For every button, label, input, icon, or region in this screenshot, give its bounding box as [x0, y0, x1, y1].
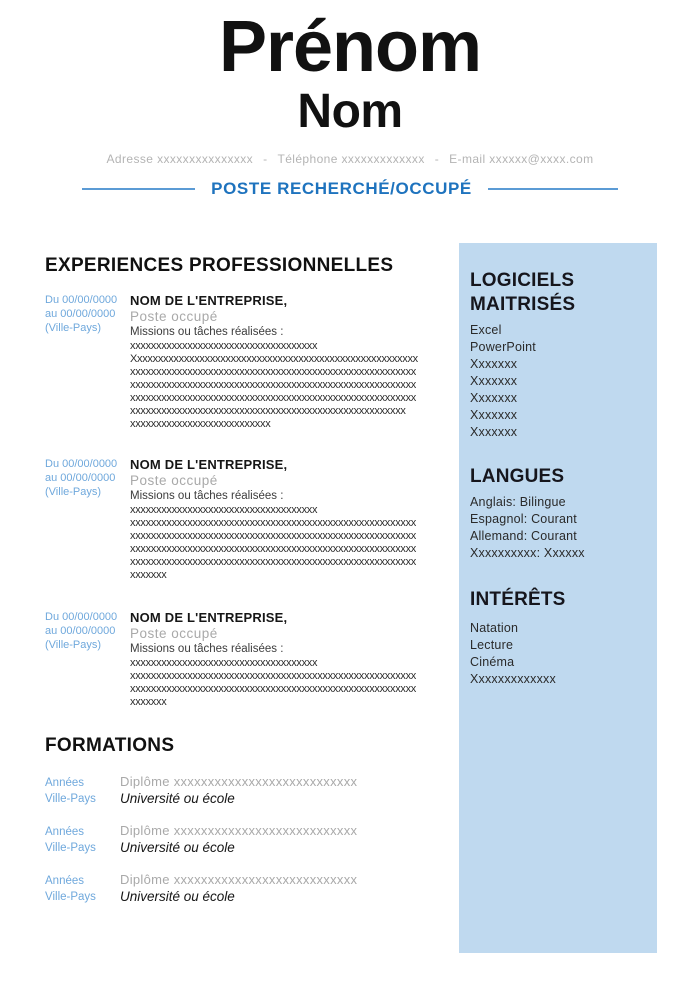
experience-dates: [45, 293, 130, 431]
software-title-line2: MAITRISÉS: [470, 294, 576, 315]
location: (Ville-Pays): [45, 639, 102, 651]
interest-item: Cinéma: [470, 655, 515, 669]
position-title: POSTE RECHERCHÉ/OCCUPÉ: [211, 178, 472, 198]
mission-line: xxxxxxxxxxxxxxxxxxxxxxxxxxxxxxxxxxxxxxxxxxxxxxxxxxxxxxx: [130, 366, 417, 378]
interest-item: Natation: [470, 621, 519, 635]
language-item: Espagnol: Courant: [470, 512, 577, 526]
mission-line: xxxxxxxxxxxxxxxxxxxxxxxxxxxxxxxxxxxxxxxxxxxxxxxxxxxxx: [130, 405, 406, 417]
company-name: NOM DE L'ENTREPRISE,: [130, 293, 288, 308]
first-name: Prénom: [218, 7, 482, 87]
formation-location: Ville-Pays: [45, 891, 96, 903]
mission-line: xxxxxxxxxxxxxxxxxxxxxxxxxxxxxxxxxxxxxxxxxxxxxxxxxxxxxxx: [130, 379, 417, 391]
contact-separator: -: [263, 151, 268, 166]
language-item: Allemand: Courant: [470, 529, 577, 543]
formations-section-title: FORMATIONS: [45, 735, 175, 756]
formation-years: Années: [45, 826, 85, 838]
date-from: Du 00/00/0000: [45, 611, 118, 623]
experiences-section-title: EXPERIENCES PROFESSIONNELLES: [45, 255, 394, 276]
date-to: au 00/00/0000: [45, 308, 116, 320]
mission-line: xxxxxxxxxxxxxxxxxxxxxxxxxxxxxxxxxxxxxxxxxxxxxxxxxxxxxxx: [130, 670, 417, 682]
formation-dates: [45, 871, 120, 905]
contact-address: Adresse xxxxxxxxxxxxxxx: [106, 151, 254, 166]
company-name: NOM DE L'ENTREPRISE,: [130, 457, 288, 472]
formation-location: Ville-Pays: [45, 842, 96, 854]
formation-location: Ville-Pays: [45, 793, 96, 805]
experience-body: [130, 457, 437, 582]
formation-body: [120, 773, 437, 807]
mission-line: xxxxxxxxxxxxxxxxxxxxxxxxxxxxxxxxxxxxxxxxxxxxxxxxxxxxxxx: [130, 530, 417, 542]
date-from: Du 00/00/0000: [45, 294, 118, 306]
job-title: Poste occupé: [130, 626, 218, 641]
experience-entry: [45, 610, 437, 709]
mission-line: xxxxxxxxxxxxxxxxxxxxxxxxxxxxxxxxxxxxxxxxxxxxxxxxxxxxxxx: [130, 683, 417, 695]
job-title: Poste occupé: [130, 473, 218, 488]
main-column: [45, 255, 437, 920]
experience-entry: [45, 457, 437, 582]
left-rule: [82, 188, 195, 190]
experience-body: [130, 293, 437, 431]
interest-item: Xxxxxxxxxxxxx: [470, 672, 556, 686]
school: Université ou école: [120, 840, 235, 855]
languages-list: [470, 494, 645, 562]
mission-line: xxxxxxxxxxxxxxxxxxxxxxxxxxxxxxxxxxxxxxxxxxxxxxxxxxxxxxx: [130, 517, 417, 529]
formation-entry: [45, 871, 437, 905]
job-title: Poste occupé: [130, 309, 218, 324]
contact-phone: Téléphone xxxxxxxxxxxxx: [277, 151, 425, 166]
mission-line: xxxxxxx: [130, 569, 167, 581]
mission-line: xxxxxxxxxxxxxxxxxxxxxxxxxxxxxxxxxxxxxxxxxxxxxxxxxxxxxxx: [130, 392, 417, 404]
formations-section: [45, 735, 437, 905]
contact-line: [0, 152, 700, 166]
skill-item: Xxxxxxx: [470, 391, 518, 405]
experience-entry: [45, 293, 437, 431]
school: Université ou école: [120, 889, 235, 904]
software-list: [470, 322, 645, 441]
right-rule: [488, 188, 618, 190]
missions-label: Missions ou tâches réalisées :: [130, 643, 284, 655]
formation-body: [120, 871, 437, 905]
mission-line: xxxxxxxxxxxxxxxxxxxxxxxxxxxxxxxxxxxx: [130, 504, 318, 516]
mission-line: xxxxxxxxxxxxxxxxxxxxxxxxxxx: [130, 418, 271, 430]
formation-years: Années: [45, 777, 85, 789]
formation-entry: [45, 773, 437, 807]
skill-item: Xxxxxxx: [470, 374, 518, 388]
interests-list: [470, 620, 645, 688]
contact-separator: -: [434, 151, 440, 166]
diploma: Diplôme xxxxxxxxxxxxxxxxxxxxxxxxxxx: [120, 823, 358, 838]
position-title-row: [0, 179, 700, 199]
mission-line: xxxxxxxxxxxxxxxxxxxxxxxxxxxxxxxxxxxx: [130, 340, 318, 352]
mission-line: xxxxxxxxxxxxxxxxxxxxxxxxxxxxxxxxxxxx: [130, 657, 318, 669]
interest-item: Lecture: [470, 638, 514, 652]
diploma: Diplôme xxxxxxxxxxxxxxxxxxxxxxxxxxx: [120, 872, 358, 887]
last-name: Nom: [297, 84, 403, 138]
skill-item: PowerPoint: [470, 340, 536, 354]
date-from: Du 00/00/0000: [45, 458, 118, 470]
location: (Ville-Pays): [45, 322, 102, 334]
formation-entry: [45, 822, 437, 856]
software-section-title: [470, 269, 645, 317]
languages-section-title: LANGUES: [470, 466, 565, 487]
date-to: au 00/00/0000: [45, 472, 116, 484]
language-item: Xxxxxxxxxx: Xxxxxx: [470, 546, 585, 560]
skill-item: Xxxxxxx: [470, 408, 518, 422]
formation-dates: [45, 822, 120, 856]
location: (Ville-Pays): [45, 486, 102, 498]
sidebar: [459, 243, 657, 953]
diploma: Diplôme xxxxxxxxxxxxxxxxxxxxxxxxxxx: [120, 774, 358, 789]
mission-line: Xxxxxxxxxxxxxxxxxxxxxxxxxxxxxxxxxxxxxxxxxxxxxxxxxxxxxxx: [130, 353, 418, 365]
contact-email: E-mail xxxxxx@xxxx.com: [449, 151, 594, 166]
formation-dates: [45, 773, 120, 807]
mission-line: xxxxxxxxxxxxxxxxxxxxxxxxxxxxxxxxxxxxxxxxxxxxxxxxxxxxxxx: [130, 543, 417, 555]
interests-section-title: INTÉRÊTS: [470, 589, 566, 610]
formation-years: Années: [45, 875, 85, 887]
mission-line: xxxxxxxxxxxxxxxxxxxxxxxxxxxxxxxxxxxxxxxxxxxxxxxxxxxxxxx: [130, 556, 417, 568]
missions-label: Missions ou tâches réalisées :: [130, 326, 284, 338]
software-title-line1: LOGICIELS: [470, 270, 575, 291]
school: Université ou école: [120, 791, 235, 806]
language-item: Anglais: Bilingue: [470, 495, 566, 509]
missions-label: Missions ou tâches réalisées :: [130, 490, 284, 502]
cv-header: [0, 0, 700, 199]
experience-dates: [45, 457, 130, 582]
skill-item: Xxxxxxx: [470, 357, 518, 371]
date-to: au 00/00/0000: [45, 625, 116, 637]
experience-dates: [45, 610, 130, 709]
experience-body: [130, 610, 437, 709]
mission-line: xxxxxxx: [130, 696, 167, 708]
formation-body: [120, 822, 437, 856]
skill-item: Xxxxxxx: [470, 425, 518, 439]
skill-item: Excel: [470, 323, 502, 337]
company-name: NOM DE L'ENTREPRISE,: [130, 610, 288, 625]
